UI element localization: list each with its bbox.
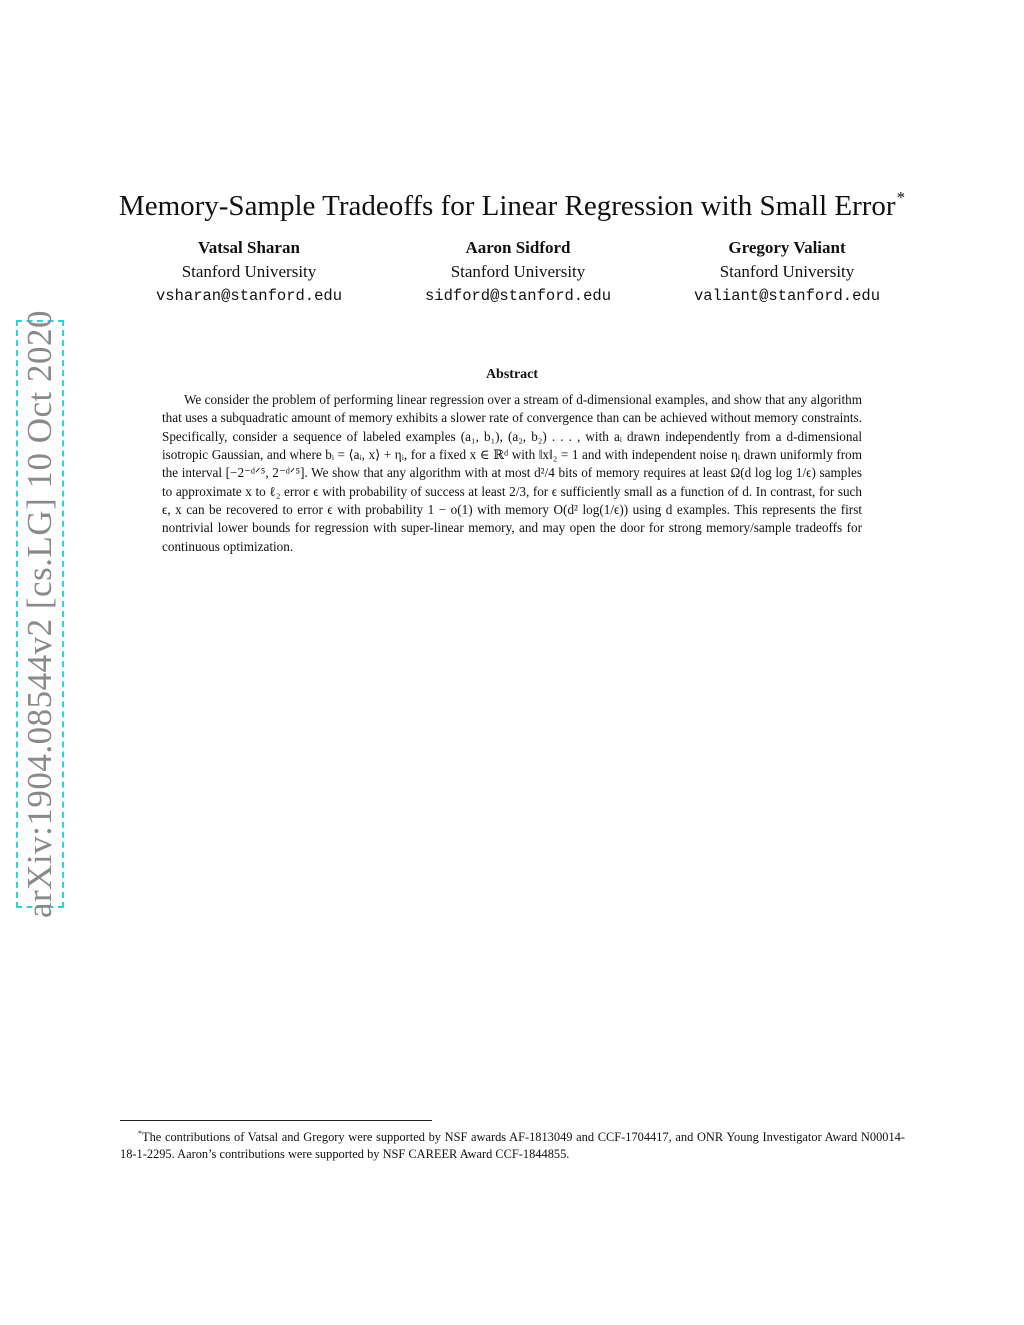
- title-footnote-mark: *: [896, 188, 906, 207]
- arxiv-identifier-text: arXiv:1904.08544v2 [cs.LG] 10 Oct 2020: [20, 309, 60, 919]
- author-affiliation: Stanford University: [181, 262, 317, 281]
- author-affiliation: Stanford University: [450, 262, 586, 281]
- abstract-heading: Abstract: [485, 367, 539, 382]
- paper-title: [0, 178, 1024, 226]
- footnote: [120, 1125, 905, 1163]
- arxiv-identifier-stamp: [16, 309, 64, 919]
- footnote-mark: *: [138, 1129, 142, 1138]
- author-2: [387, 236, 649, 308]
- author-name: Vatsal Sharan: [198, 238, 300, 257]
- author-name: Gregory Valiant: [728, 238, 846, 257]
- author-block: [118, 236, 918, 308]
- abstract-text: We consider the problem of performing linear regression over a stream of d-dimensional examples, and show that any algorithm that uses a subquadratic amount of memory exhibits a slower rate of convergence than can be achieved without memory constraints. Specifically, consider a sequence of labeled examples (a₁, b₁), (a₂, b₂) . . . , with aᵢ drawn independently from a d-dimensional isotropic Gaussian, and where bᵢ = ⟨aᵢ, x⟩ + ηᵢ, for a fixed x ∈ ℝᵈ with ‖x‖₂ = 1 and with independent noise ηᵢ drawn uniformly from the interval [−2⁻ᵈᐟ⁵, 2⁻ᵈᐟ⁵]. We show that any algorithm with at most d²/4 bits of memory requires at least Ω(d log log 1/ϵ) samples to approximate x to ℓ₂ error ϵ with probability of success at least 2/3, for ϵ sufficiently small as a function of d. In contrast, for such ϵ, x can be recovered to error ϵ with probability 1 − o(1) with memory O(d² log(1/ϵ)) using d examples. This represents the first nontrivial lower bounds for regression with super-linear memory, and may open the door for strong memory/sample tradeoffs for continuous optimization.: [162, 392, 862, 554]
- author-email: valiant@stanford.edu: [693, 287, 881, 305]
- author-3: [656, 236, 918, 308]
- paper-title-text: Memory-Sample Tradeoffs for Linear Regression with Small Error: [118, 190, 896, 222]
- footnote-text: The contributions of Vatsal and Gregory were supported by NSF awards AF-1813049 and CCF-1704417, and ONR Young Investigator Award N00014-18-1-2295. Aaron’s contributions were supported by NSF CAREER Award CCF-1844855.: [120, 1130, 905, 1161]
- author-name: Aaron Sidford: [465, 238, 571, 257]
- author-1: [118, 236, 380, 308]
- footnote-divider: [120, 1120, 432, 1121]
- author-affiliation: Stanford University: [719, 262, 855, 281]
- author-email: sidford@stanford.edu: [424, 287, 612, 305]
- author-email: vsharan@stanford.edu: [155, 287, 343, 305]
